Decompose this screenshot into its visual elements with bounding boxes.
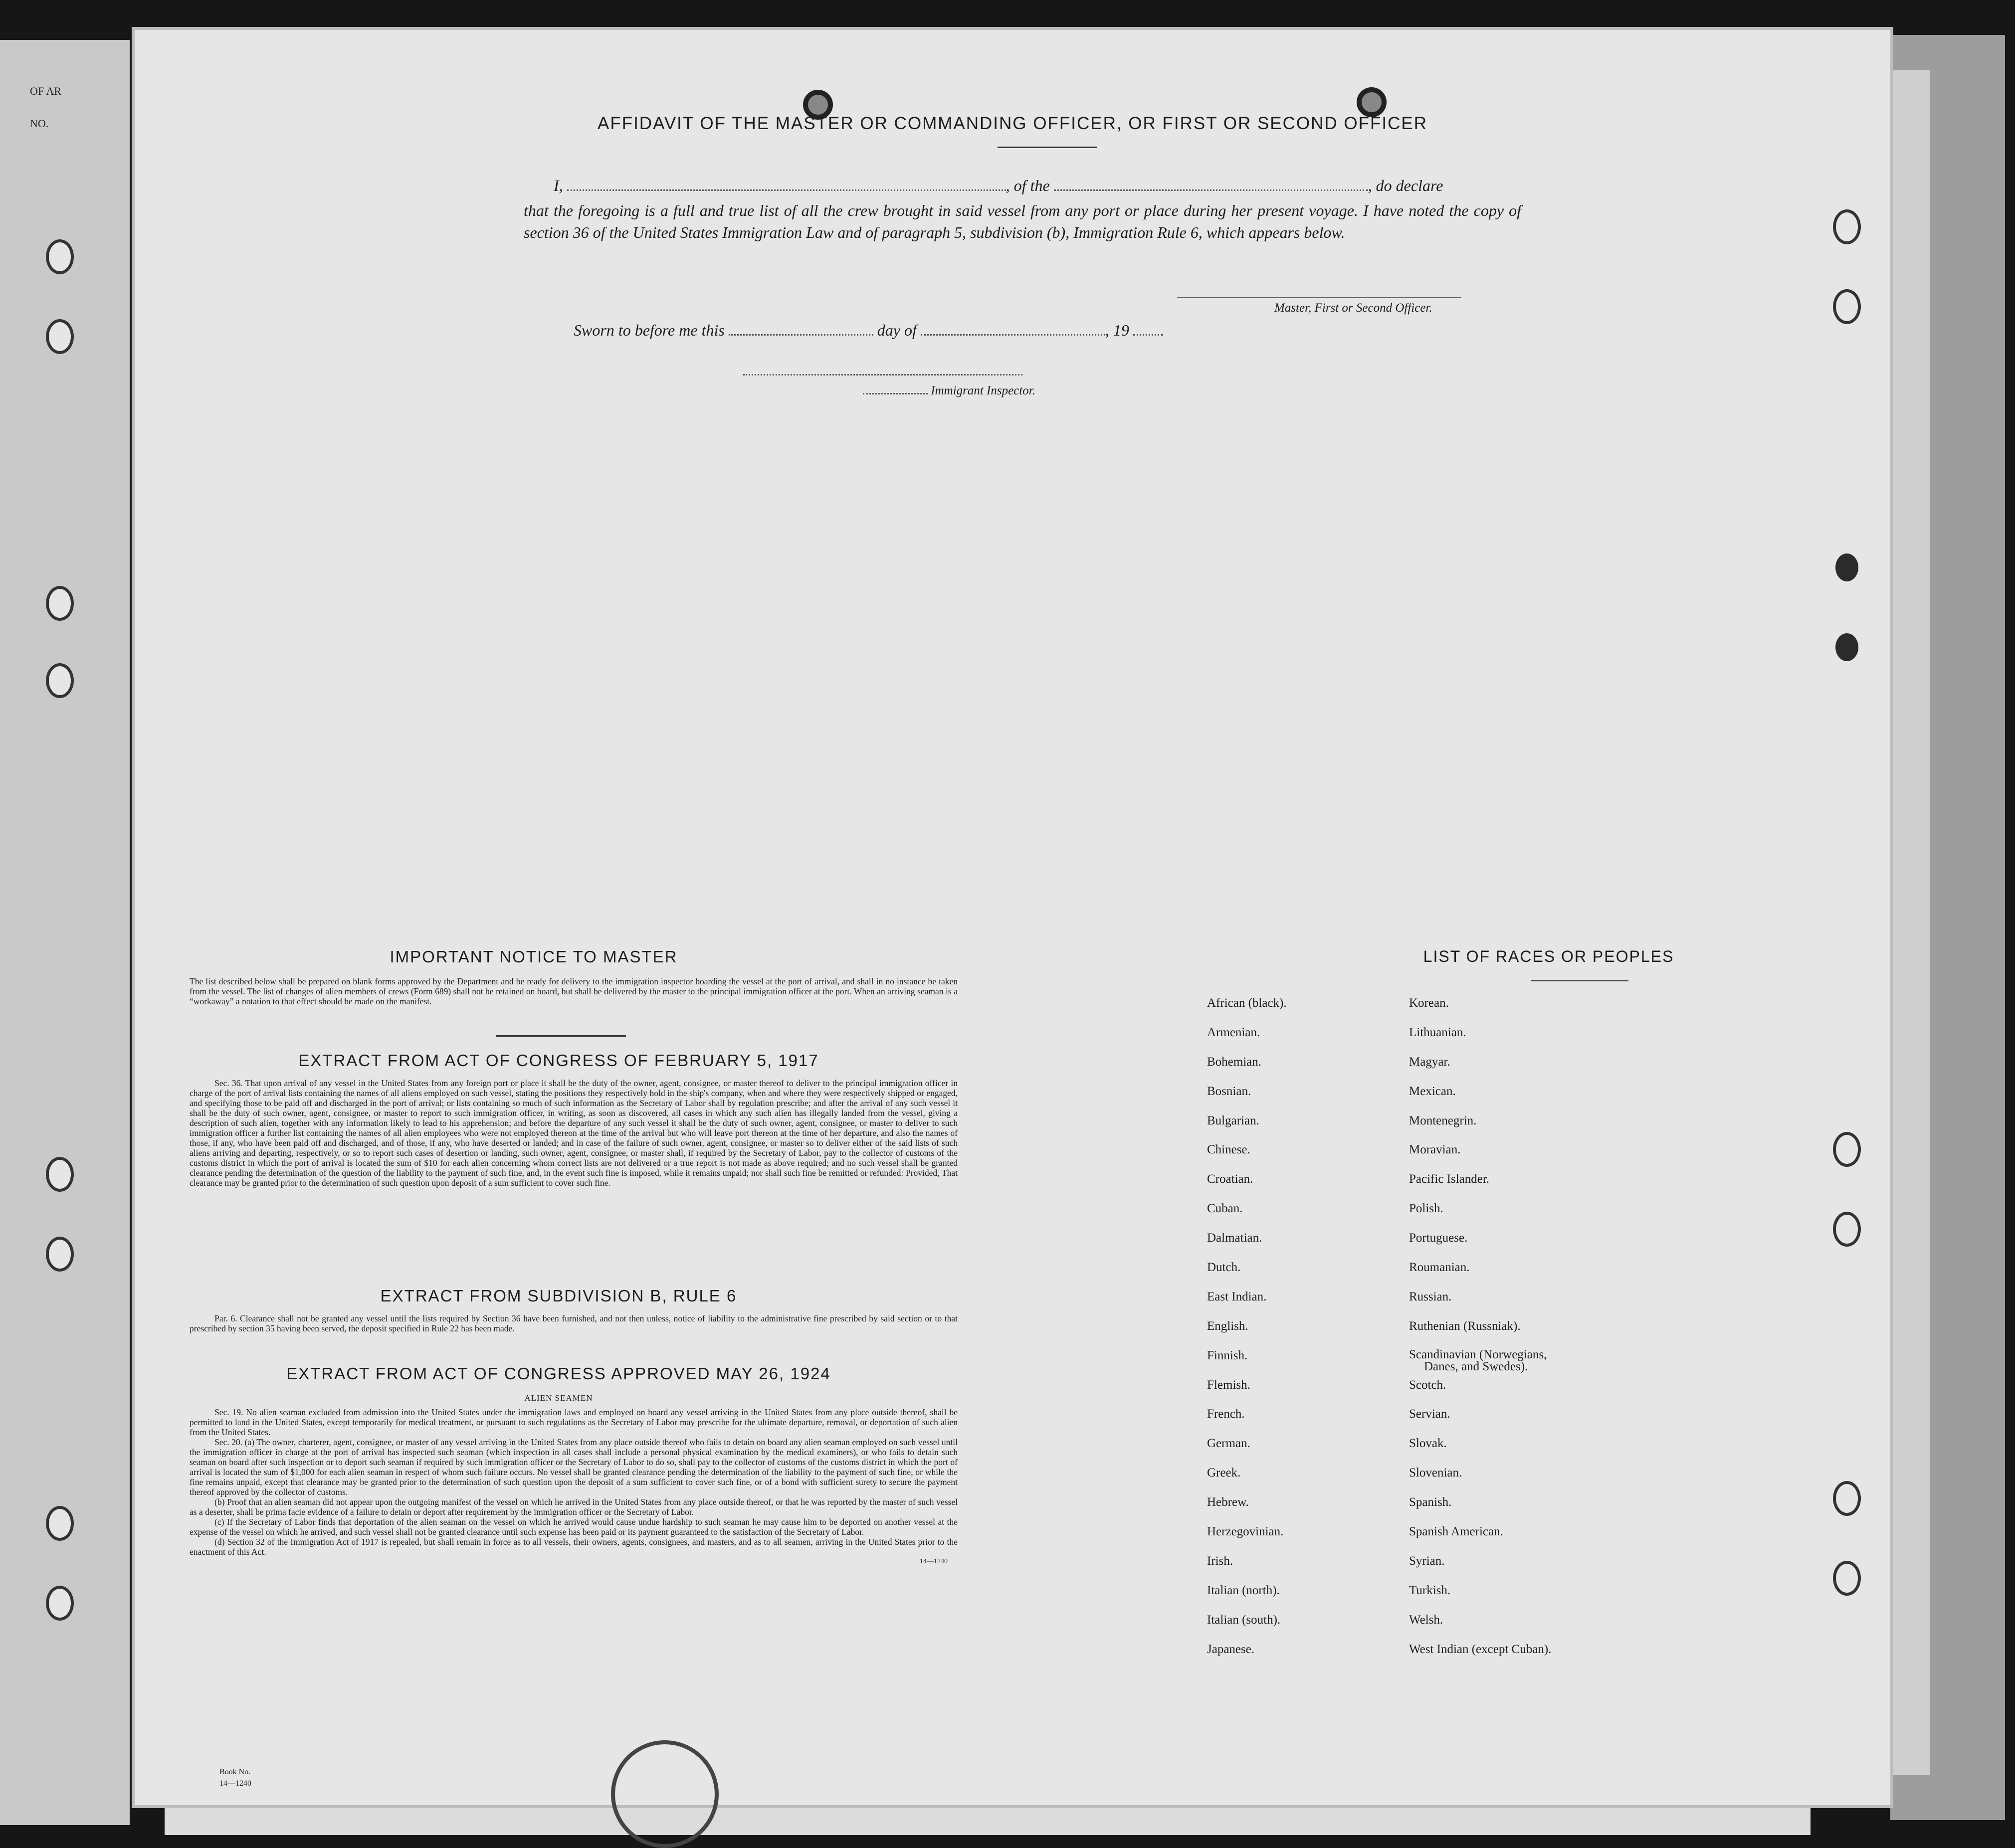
race-item: West Indian (except Cuban). bbox=[1409, 1642, 1552, 1656]
extract-1917-title: EXTRACT FROM ACT OF CONGRESS OF FEBRUARY 5, 1917 bbox=[298, 1051, 819, 1070]
affidavit-body: that the foregoing is a full and true list of all the crew brought in said vessel from any port or place during her present voyage. I have noted the copy of section 36 of the United States Immigration Law and of paragraph 5, subdivision (b), Immigration Rule 6, which appears below. bbox=[524, 201, 1521, 241]
inspector-dots bbox=[863, 384, 928, 394]
vessel-name-field[interactable] bbox=[1054, 177, 1368, 191]
race-item: German. bbox=[1207, 1437, 1250, 1451]
extract-1924-sec20d: (d) Section 32 of the Immigration Act of 1917 is repealed, but shall remain in force as to all vessels, their owners, agents, consignees, and masters, and as to all seamen, arriving in the United States prior to the enactment of this Act. bbox=[190, 1537, 958, 1557]
races-right-column bbox=[1409, 996, 1551, 1671]
race-item: Dalmatian. bbox=[1207, 1231, 1262, 1245]
race-item: Pacific Islander. bbox=[1409, 1172, 1490, 1186]
divider bbox=[496, 1035, 626, 1037]
race-item: Portuguese. bbox=[1409, 1231, 1468, 1245]
race-item: Russian. bbox=[1409, 1290, 1452, 1303]
margin-label-top-left-no: NO. bbox=[30, 117, 49, 130]
race-item: Japanese. bbox=[1207, 1642, 1255, 1656]
form-page bbox=[135, 30, 1890, 1805]
rule6-title: EXTRACT FROM SUBDIVISION B, RULE 6 bbox=[380, 1287, 737, 1305]
race-item: Chinese. bbox=[1207, 1143, 1250, 1157]
extract-1924-sec20c: (c) If the Secretary of Labor finds that deportation of the alien seaman on the vessel on which he arrived would cause undue hardship to such seaman he may cause him to be deported on another vessel at the expense of the vessel on which he arrived, and such vessel shall not be granted clearance until such expense has been paid or its payment guaranteed to the satisfaction of the Secretary of Labor. bbox=[190, 1517, 958, 1537]
race-item: Bohemian. bbox=[1207, 1055, 1262, 1069]
bottom-form-number: 14—1240 bbox=[219, 1779, 251, 1788]
binder-hole bbox=[1833, 289, 1861, 324]
binder-hole bbox=[1833, 1212, 1861, 1247]
binder-hole bbox=[1835, 554, 1858, 581]
form-number: 14—1240 bbox=[920, 1558, 948, 1565]
sworn-day-field[interactable] bbox=[729, 321, 873, 336]
divider bbox=[1531, 980, 1628, 981]
background-sheet-right bbox=[1890, 70, 1930, 1775]
race-item: Korean. bbox=[1409, 996, 1449, 1010]
race-item: Mexican. bbox=[1409, 1084, 1456, 1098]
inspector-label-line bbox=[863, 384, 1035, 398]
race-item: Montenegrin. bbox=[1409, 1113, 1477, 1127]
race-item: Slovenian. bbox=[1409, 1466, 1462, 1480]
race-item: African (black). bbox=[1207, 996, 1287, 1010]
race-item: Scandinavian (Norwegians, Danes, and Swedes). bbox=[1409, 1349, 1551, 1378]
affidavit-declaration-line bbox=[524, 175, 1521, 196]
binder-hole bbox=[46, 1506, 74, 1541]
rule6-body: Par. 6. Clearance shall not be granted any vessel until the lists required by Section 36 have been furnished, and not then unless, notice of liability to the administrative fine prescribed by said section or to that prescribed by section 35 having been served, the deposit specified in Rule 22 has been made. bbox=[190, 1313, 958, 1333]
race-item: Cuban. bbox=[1207, 1202, 1243, 1216]
binder-hole bbox=[1833, 1481, 1861, 1516]
binder-hole bbox=[46, 239, 74, 274]
binder-hole bbox=[46, 586, 74, 621]
extract-1924-sec20a: Sec. 20. (a) The owner, charterer, agent, consignee, or master of any vessel arriving in the United States from any place outside thereof who fails to detain on board any alien seaman employed on such vessel until the immigration officer in charge at the port of arrival has inspected such seaman (which inspection in all cases shall include a personal physical examination by the medical examiners), or who fails to detain such seaman on board after such inspection or to deport such seaman if required by such immigration officer or the Secretary of Labor to do so, shall pay to the collector of customs of the customs district in which the port of arrival is located the sum of $1,000 for each alien seaman in respect of whom such failure occurs. No vessel shall be granted clearance pending the determination of the liability to the payment of such fine, or while the fine remains unpaid, except that clearance may be granted prior to the determination of such question upon the deposit of a sum sufficient to cover such fine, or of a bond with sufficient surety to secure the payment thereof approved by the collector of customs. bbox=[190, 1437, 958, 1497]
binder-hole bbox=[1833, 1561, 1861, 1596]
race-item: Armenian. bbox=[1207, 1025, 1260, 1039]
grommet-right bbox=[1357, 87, 1387, 117]
sworn-label: Sworn to before me this bbox=[574, 321, 725, 339]
race-item: Bosnian. bbox=[1207, 1084, 1251, 1098]
divider bbox=[998, 147, 1097, 148]
race-item: Slovak. bbox=[1409, 1437, 1447, 1451]
race-item: East Indian. bbox=[1207, 1290, 1267, 1303]
race-item: Syrian. bbox=[1409, 1554, 1445, 1568]
race-item: Roumanian. bbox=[1409, 1261, 1470, 1275]
sworn-year-label: , 19 bbox=[1105, 321, 1129, 339]
seal-stamp bbox=[611, 1740, 719, 1848]
notice-title: IMPORTANT NOTICE TO MASTER bbox=[390, 947, 678, 966]
background-sheet bbox=[0, 40, 130, 1825]
margin-label-top-left: OF AR bbox=[30, 85, 61, 97]
sworn-line bbox=[574, 319, 1272, 341]
binder-hole bbox=[46, 319, 74, 354]
race-item: Moravian. bbox=[1409, 1143, 1461, 1157]
sworn-year-field[interactable] bbox=[1133, 321, 1163, 336]
binder-hole bbox=[46, 663, 74, 698]
sworn-day-of-label: day of bbox=[877, 321, 917, 339]
binder-hole bbox=[1833, 1132, 1861, 1167]
extract-1917-body: Sec. 36. That upon arrival of any vessel in the United States from any foreign port or place it shall be the duty of the owner, agent, consignee, or master thereof to deliver to the principal immigration officer in charge of the port of arrival lists containing the names of all aliens employed on such vessel, stating the positions they respectively hold in the ship's company, when and where they were respectively shipped or engaged, and specifying those to be paid off and discharged in the port of arrival; or lists containing so much of such information as the Secretary of Labor shall by regulation prescribe; and after the arrival of any such vessel it shall be the duty of such owner, agent, consignee, or master to report to such immigration officer, in writing, as soon as discovered, all cases in which any such alien has illegally landed from the vessel, giving a description of such alien, together with any information likely to lead to his apprehension; and before the departure of any such vessel it shall be the duty of such owner, agent, consignee, or master to deliver to such immigration officer a further list containing the names of all alien employees who were not employed thereon at the time of the arrival but who will leave port thereon at the time of her departure, and also the names of those, if any, who have been paid off and discharged, and of those, if any, who have deserted or landed; and in case of the failure of such owner, agent, consignee, or master so to deliver either of the said lists of such aliens arriving and departing, respectively, or so to report such cases of desertion or landing, such owner, agent, consignee, or master shall, if required by the Secretary of Labor, pay to the collector of customs of the customs district in which the port of arrival is located the sum of $10 for each alien concerning whom correct lists are not delivered or a true report is not made as above required; and no such vessel shall be granted clearance pending the determination of the question of the liability to the payment of such fine, and, in the event such fine is imposed, while it remains unpaid; nor shall such fine be remitted or refunded: Provided, That clearance may be granted prior to the determination of such question upon deposit of a sum sufficient to cover such fine. bbox=[190, 1078, 958, 1188]
race-item: Italian (north). bbox=[1207, 1583, 1280, 1597]
race-item: Irish. bbox=[1207, 1554, 1233, 1568]
master-name-field[interactable] bbox=[567, 177, 1006, 191]
inspector-signature-line[interactable] bbox=[743, 374, 1022, 375]
race-item: Italian (south). bbox=[1207, 1613, 1281, 1627]
affidavit-of-the-label: , of the bbox=[1006, 177, 1050, 194]
race-item: Spanish American. bbox=[1409, 1525, 1503, 1539]
race-item: Ruthenian (Russniak). bbox=[1409, 1319, 1521, 1333]
extract-1924-title: EXTRACT FROM ACT OF CONGRESS APPROVED MAY 26, 1924 bbox=[286, 1364, 831, 1383]
affidavit-i-label: I, bbox=[554, 177, 563, 194]
binder-hole bbox=[1833, 209, 1861, 244]
signature-line[interactable] bbox=[1177, 297, 1461, 298]
race-item: Lithuanian. bbox=[1409, 1025, 1466, 1039]
race-item: Welsh. bbox=[1409, 1613, 1443, 1627]
binder-hole bbox=[46, 1586, 74, 1621]
race-item: Spanish. bbox=[1409, 1495, 1452, 1509]
extract-1924-body bbox=[190, 1407, 958, 1567]
race-item: Dutch. bbox=[1207, 1261, 1241, 1275]
race-item: Finnish. bbox=[1207, 1348, 1248, 1362]
races-left-column bbox=[1207, 996, 1287, 1671]
sworn-month-field[interactable] bbox=[921, 321, 1105, 336]
notice-body: The list described below shall be prepared on blank forms approved by the Department and be ready for delivery to the immigration inspector boarding the vessel at the port of arrival, and shall in no instance be taken from the vessel. The list of changes of alien members of crews (Form 689) shall not be retained on board, but shall be delivered by the master to the principal immigration officer at the port. When an arriving seaman is a “workaway” a notation to that effect should be made on the manifest. bbox=[190, 976, 958, 1006]
extract-1924-sec20b: (b) Proof that an alien seaman did not appear upon the outgoing manifest of the vessel on which he arrived in the United States from any place outside thereof, or that he was reported by the master of such vessel as a deserter, shall be prima facie evidence of a failure to detain or deport after requirement by the immigration officer or the Secretary of Labor. bbox=[190, 1497, 958, 1517]
race-item: French. bbox=[1207, 1407, 1245, 1421]
race-item: Hebrew. bbox=[1207, 1495, 1249, 1509]
signature-label: Master, First or Second Officer. bbox=[1274, 301, 1432, 315]
race-item: English. bbox=[1207, 1319, 1248, 1333]
race-item: Greek. bbox=[1207, 1466, 1241, 1480]
race-item: Servian. bbox=[1409, 1407, 1450, 1421]
race-item-continuation: Danes, and Swedes). bbox=[1424, 1359, 1528, 1373]
affidavit-declare-label: , do declare bbox=[1368, 177, 1443, 194]
extract-1924-sec19: Sec. 19. No alien seaman excluded from admission into the United States under the immigration laws and employed on board any vessel arriving in the United States from any place outside thereof, shall be permitted to land in the United States, except temporarily for medical treatment, or pursuant to such regulations as the Secretary of Labor may prescribe for the ultimate departure, removal, or deportation of such alien from the United States. bbox=[190, 1407, 958, 1437]
binder-hole bbox=[46, 1157, 74, 1192]
race-item: Herzegovinian. bbox=[1207, 1525, 1284, 1539]
race-item: Flemish. bbox=[1207, 1378, 1250, 1392]
race-item: Magyar. bbox=[1409, 1055, 1450, 1069]
extract-1924-subtitle: ALIEN SEAMEN bbox=[524, 1393, 593, 1403]
race-item: Scotch. bbox=[1409, 1378, 1446, 1392]
bottom-ref-label: Book No. bbox=[219, 1768, 251, 1776]
binder-hole bbox=[46, 1237, 74, 1272]
race-item: Turkish. bbox=[1409, 1583, 1451, 1597]
binder-hole bbox=[1835, 633, 1858, 661]
race-item: Croatian. bbox=[1207, 1172, 1253, 1186]
affidavit-title: AFFIDAVIT OF THE MASTER OR COMMANDING OFFICER, OR FIRST OR SECOND OFFICER bbox=[597, 114, 1428, 133]
races-title: LIST OF RACES OR PEOPLES bbox=[1423, 947, 1674, 965]
race-item: Polish. bbox=[1409, 1202, 1443, 1216]
race-item: Bulgarian. bbox=[1207, 1113, 1259, 1127]
inspector-label: Immigrant Inspector. bbox=[931, 384, 1035, 397]
